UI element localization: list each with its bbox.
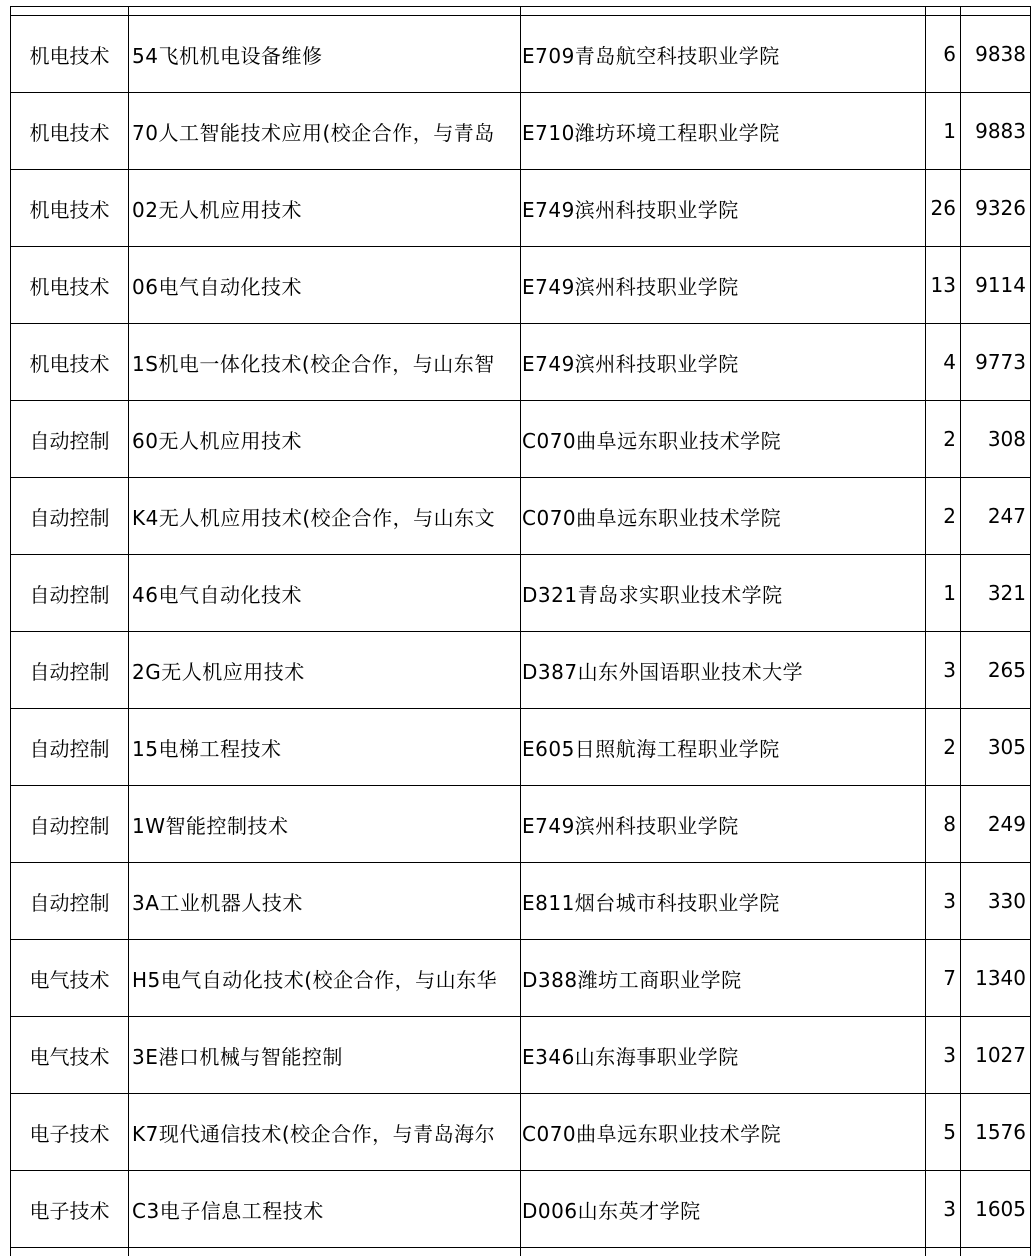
partial-cell[interactable] <box>961 1248 1031 1256</box>
rank-cell[interactable]: 321 <box>961 555 1031 632</box>
plan-count-cell[interactable]: 6 <box>926 16 961 93</box>
category-cell[interactable]: 机电技术 <box>11 93 129 170</box>
plan-count-cell[interactable]: 26 <box>926 170 961 247</box>
plan-count-cell[interactable]: 3 <box>926 1017 961 1094</box>
major-cell[interactable]: 2G无人机应用技术 <box>129 632 521 709</box>
major-cell[interactable]: 46电气自动化技术 <box>129 555 521 632</box>
table-row <box>11 940 1031 1017</box>
table-row <box>11 786 1031 863</box>
table-row <box>11 401 1031 478</box>
table-row-partial <box>11 7 1031 16</box>
category-cell[interactable]: 自动控制 <box>11 555 129 632</box>
school-cell[interactable]: E749滨州科技职业学院 <box>521 247 926 324</box>
partial-cell[interactable] <box>521 1248 926 1256</box>
major-cell[interactable]: K4无人机应用技术(校企合作，与山东文 <box>129 478 521 555</box>
major-cell[interactable]: 54飞机机电设备维修 <box>129 16 521 93</box>
table-row <box>11 555 1031 632</box>
major-cell[interactable]: H5电气自动化技术(校企合作，与山东华 <box>129 940 521 1017</box>
rank-cell[interactable]: 308 <box>961 401 1031 478</box>
school-cell[interactable]: D321青岛求实职业技术学院 <box>521 555 926 632</box>
category-cell[interactable]: 电子技术 <box>11 1171 129 1248</box>
plan-count-cell[interactable]: 8 <box>926 786 961 863</box>
school-cell[interactable]: C070曲阜远东职业技术学院 <box>521 1094 926 1171</box>
table-body <box>11 7 1031 1256</box>
plan-count-cell[interactable]: 3 <box>926 632 961 709</box>
table-row <box>11 863 1031 940</box>
category-cell[interactable]: 电气技术 <box>11 940 129 1017</box>
table-row <box>11 170 1031 247</box>
category-cell[interactable]: 自动控制 <box>11 632 129 709</box>
rank-cell[interactable]: 330 <box>961 863 1031 940</box>
category-cell[interactable]: 自动控制 <box>11 863 129 940</box>
table-row <box>11 93 1031 170</box>
plan-count-cell[interactable]: 1 <box>926 555 961 632</box>
major-cell[interactable]: 06电气自动化技术 <box>129 247 521 324</box>
school-cell[interactable]: C070曲阜远东职业技术学院 <box>521 401 926 478</box>
table-row <box>11 478 1031 555</box>
school-cell[interactable]: E749滨州科技职业学院 <box>521 324 926 401</box>
category-cell[interactable]: 机电技术 <box>11 170 129 247</box>
rank-cell[interactable]: 9326 <box>961 170 1031 247</box>
major-cell[interactable]: 60无人机应用技术 <box>129 401 521 478</box>
school-cell[interactable]: E346山东海事职业学院 <box>521 1017 926 1094</box>
school-cell[interactable]: E811烟台城市科技职业学院 <box>521 863 926 940</box>
table-row <box>11 1171 1031 1248</box>
major-cell[interactable]: 15电梯工程技术 <box>129 709 521 786</box>
rank-cell[interactable]: 247 <box>961 478 1031 555</box>
partial-cell[interactable] <box>521 7 926 16</box>
category-cell[interactable]: 机电技术 <box>11 324 129 401</box>
rank-cell[interactable]: 265 <box>961 632 1031 709</box>
major-cell[interactable]: 3E港口机械与智能控制 <box>129 1017 521 1094</box>
school-cell[interactable]: D387山东外国语职业技术大学 <box>521 632 926 709</box>
category-cell[interactable]: 机电技术 <box>11 16 129 93</box>
partial-cell[interactable] <box>129 1248 521 1256</box>
category-cell[interactable]: 电气技术 <box>11 1017 129 1094</box>
major-cell[interactable]: 3A工业机器人技术 <box>129 863 521 940</box>
school-cell[interactable]: E710潍坊环境工程职业学院 <box>521 93 926 170</box>
rank-cell[interactable]: 9114 <box>961 247 1031 324</box>
rank-cell[interactable]: 1027 <box>961 1017 1031 1094</box>
partial-cell[interactable] <box>961 7 1031 16</box>
plan-count-cell[interactable]: 3 <box>926 1171 961 1248</box>
major-cell[interactable]: 70人工智能技术应用(校企合作，与青岛 <box>129 93 521 170</box>
plan-count-cell[interactable]: 13 <box>926 247 961 324</box>
table-row <box>11 709 1031 786</box>
partial-cell[interactable] <box>11 1248 129 1256</box>
table-row <box>11 632 1031 709</box>
spreadsheet-table <box>10 6 1031 1256</box>
major-cell[interactable]: K7现代通信技术(校企合作，与青岛海尔 <box>129 1094 521 1171</box>
major-cell[interactable]: 1S机电一体化技术(校企合作，与山东智 <box>129 324 521 401</box>
category-cell[interactable]: 自动控制 <box>11 786 129 863</box>
rank-cell[interactable]: 249 <box>961 786 1031 863</box>
category-cell[interactable]: 机电技术 <box>11 247 129 324</box>
rank-cell[interactable]: 9883 <box>961 93 1031 170</box>
partial-cell[interactable] <box>11 7 129 16</box>
major-cell[interactable]: C3电子信息工程技术 <box>129 1171 521 1248</box>
table-row <box>11 324 1031 401</box>
rank-cell[interactable]: 305 <box>961 709 1031 786</box>
school-cell[interactable]: E605日照航海工程职业学院 <box>521 709 926 786</box>
plan-count-cell[interactable]: 2 <box>926 709 961 786</box>
plan-count-cell[interactable]: 4 <box>926 324 961 401</box>
school-cell[interactable]: D388潍坊工商职业学院 <box>521 940 926 1017</box>
rank-cell[interactable]: 1605 <box>961 1171 1031 1248</box>
plan-count-cell[interactable]: 2 <box>926 478 961 555</box>
category-cell[interactable]: 自动控制 <box>11 401 129 478</box>
partial-cell[interactable] <box>129 7 521 16</box>
rank-cell[interactable]: 1576 <box>961 1094 1031 1171</box>
rank-cell[interactable]: 9773 <box>961 324 1031 401</box>
rank-cell[interactable]: 1340 <box>961 940 1031 1017</box>
plan-count-cell[interactable]: 1 <box>926 93 961 170</box>
partial-cell[interactable] <box>926 7 961 16</box>
plan-count-cell[interactable]: 5 <box>926 1094 961 1171</box>
table-row <box>11 247 1031 324</box>
school-cell[interactable]: E709青岛航空科技职业学院 <box>521 16 926 93</box>
school-cell[interactable]: D006山东英才学院 <box>521 1171 926 1248</box>
partial-cell[interactable] <box>926 1248 961 1256</box>
table-row-partial <box>11 1248 1031 1256</box>
school-cell[interactable]: C070曲阜远东职业技术学院 <box>521 478 926 555</box>
table-row <box>11 16 1031 93</box>
major-cell[interactable]: 1W智能控制技术 <box>129 786 521 863</box>
table-row <box>11 1017 1031 1094</box>
school-cell[interactable]: E749滨州科技职业学院 <box>521 170 926 247</box>
category-cell[interactable]: 电子技术 <box>11 1094 129 1171</box>
plan-count-cell[interactable]: 7 <box>926 940 961 1017</box>
plan-count-cell[interactable]: 3 <box>926 863 961 940</box>
table-row <box>11 1094 1031 1171</box>
school-cell[interactable]: E749滨州科技职业学院 <box>521 786 926 863</box>
plan-count-cell[interactable]: 2 <box>926 401 961 478</box>
rank-cell[interactable]: 9838 <box>961 16 1031 93</box>
category-cell[interactable]: 自动控制 <box>11 709 129 786</box>
category-cell[interactable]: 自动控制 <box>11 478 129 555</box>
major-cell[interactable]: 02无人机应用技术 <box>129 170 521 247</box>
